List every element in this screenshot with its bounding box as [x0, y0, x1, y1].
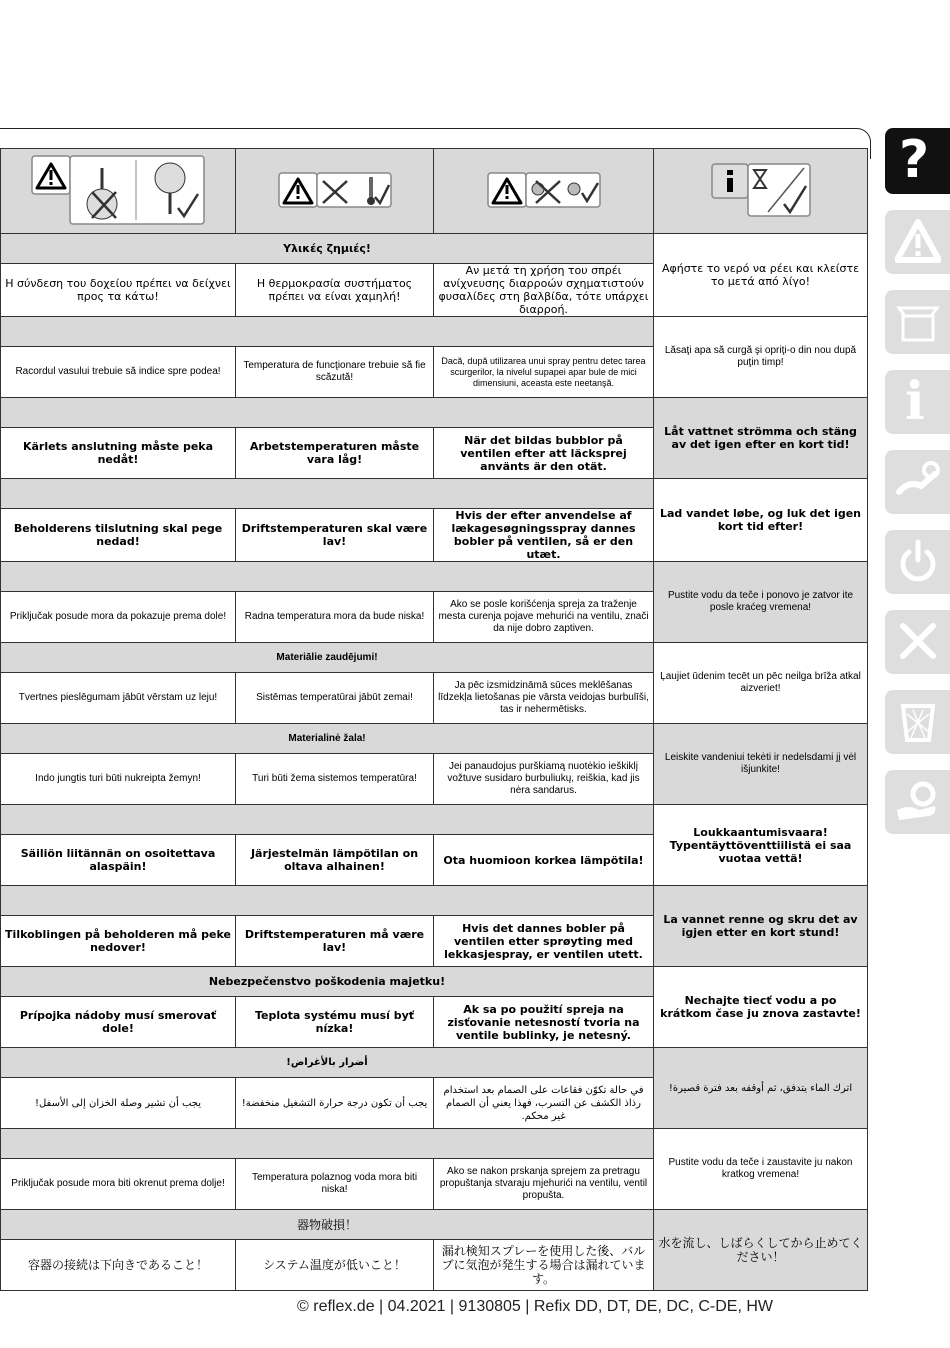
package-icon — [895, 298, 941, 344]
row-9-cell-0: Prípojka nádoby musí smerovať dole! — [1, 997, 236, 1048]
service-icon — [895, 778, 941, 824]
warning-icon — [895, 218, 941, 264]
row-11-cell-0: Priključak posude mora biti okrenut prema dolje! — [1, 1159, 236, 1210]
row-3-cell-1: Driftstemperaturen skal være lav! — [236, 509, 434, 562]
row-11-right: Pustite vodu da teče i zaustavite ju nakon kratkog vremena! — [654, 1129, 868, 1210]
row-5-title: Materiālie zaudējumi! — [1, 643, 654, 673]
info-drain-pictogram-icon — [710, 162, 812, 218]
row-0-cell-2: Αν μετά τη χρήση του σπρέι ανίχνευσης διαρροών σχηματιστούν φυσαλίδες στη βαλβίδα, τότε υπάρχει διαρροή. — [434, 264, 654, 317]
row-11-cell-1: Temperatura polaznog voda mora biti niska! — [236, 1159, 434, 1210]
row-2-cell-0: Kärlets anslutning måste peka nedåt! — [1, 428, 236, 479]
row-11-cell-2: Ako se nakon prskanja sprejem za pretragu propuštanja stvaraju mjehurići na ventilu, ventil propušta. — [434, 1159, 654, 1210]
disposal-icon — [895, 698, 941, 744]
help-icon: ? — [899, 130, 930, 190]
row-0-right: Αφήστε το νερό να ρέει και κλείστε το μετά από λίγο! — [654, 234, 868, 317]
row-4-cell-0: Priključak posude mora da pokazuje prema dole! — [1, 592, 236, 643]
warning-table — [0, 148, 868, 1291]
page-footer: © reflex.de | 04.2021 | 9130805 | Refix DD, DT, DE, DC, C-DE, HW — [297, 1298, 773, 1315]
tab-information[interactable] — [885, 370, 950, 434]
row-12-right: 水を流し、しばらくしてから止めてください！ — [654, 1210, 868, 1291]
tools-icon — [895, 618, 941, 664]
chapter-sidebar — [885, 128, 950, 850]
tab-installation[interactable] — [885, 450, 950, 514]
tab-help[interactable] — [885, 128, 950, 194]
row-7-right: Loukkaantumisvaara! Typentäyttöventtiilistä ei saa vuotaa vettä! — [654, 805, 868, 886]
row-1-cell-0: Racordul vasului trebuie să indice spre podea! — [1, 347, 236, 398]
pictogram-temperature — [236, 149, 434, 234]
row-0-cell-0: Η σύνδεση του δοχείου πρέπει να δείχνει προς τα κάτω! — [1, 264, 236, 317]
row-6-cell-2: Jei panaudojus purškiamą nuotėkio ieškiklį vožtuve susidaro burbuliukų, reiškia, kad jis nėra sandarus. — [434, 754, 654, 805]
row-12-cell-2: 漏れ検知スプレーを使用した後、バルブに気泡が発生する場合は漏れています。 — [434, 1240, 654, 1291]
row-0-title: Υλικές ζημιές! — [1, 234, 654, 264]
row-7-cell-0: Säiliön liitännän on osoitettava alaspäin! — [1, 835, 236, 886]
pictogram-row — [1, 149, 868, 234]
row-7-cell-2: Ota huomioon korkea lämpötila! — [434, 835, 654, 886]
row-8-cell-1: Driftstemperaturen må være lav! — [236, 916, 434, 967]
row-9-cell-1: Teplota systému musí byť nízka! — [236, 997, 434, 1048]
row-11-title — [1, 1129, 654, 1159]
row-8-title — [1, 886, 654, 916]
row-10-cell-1: يجب أن تكون درجة حرارة التشغيل منخفضة! — [236, 1078, 434, 1129]
installation-icon — [895, 458, 941, 504]
temperature-pictogram-icon — [277, 171, 393, 209]
row-12-cell-1: システム温度が低いこと！ — [236, 1240, 434, 1291]
row-12-title: 器物破損！ — [1, 1210, 654, 1240]
row-9-title: Nebezpečenstvo poškodenia majetku! — [1, 967, 654, 997]
row-6-title: Materialinė žala! — [1, 724, 654, 754]
tab-safety[interactable] — [885, 210, 950, 274]
pictogram-info-drain — [654, 149, 868, 234]
row-2-right: Låt vattnet strömma och stäng av det igen efter en kort tid! — [654, 398, 868, 479]
row-8-cell-0: Tilkoblingen på beholderen må peke nedover! — [1, 916, 236, 967]
row-1-right: Lăsaţi apa să curgă şi opriţi-o din nou după puţin timp! — [654, 317, 868, 398]
row-5-cell-0: Tvertnes pieslēgumam jābūt vērstam uz leju! — [1, 673, 236, 724]
row-7-title — [1, 805, 654, 835]
row-8-right: La vannet renne og skru det av igjen etter en kort stund! — [654, 886, 868, 967]
row-9-right: Nechajte tiecť vodu a po krátkom čase ju znova zastavte! — [654, 967, 868, 1048]
row-6-cell-1: Turi būti žema sistemos temperatūra! — [236, 754, 434, 805]
row-0-cell-1: Η θερμοκρασία συστήματος πρέπει να είναι χαμηλή! — [236, 264, 434, 317]
row-1-title — [1, 317, 654, 347]
row-2-cell-2: När det bildas bubblor på ventilen efter att läcksprej använts är den otät. — [434, 428, 654, 479]
row-8-cell-2: Hvis det dannes bobler på ventilen etter sprøyting med lekkasjespray, er ventilen utett. — [434, 916, 654, 967]
info-icon: i — [905, 371, 925, 432]
row-3-right: Lad vandet løbe, og luk det igen kort tid efter! — [654, 479, 868, 562]
row-1-cell-1: Temperatura de funcţionare trebuie să fie scăzută! — [236, 347, 434, 398]
row-5-cell-1: Sistēmas temperatūrai jābūt zemai! — [236, 673, 434, 724]
tab-maintenance[interactable] — [885, 610, 950, 674]
tab-operation[interactable] — [885, 530, 950, 594]
row-2-cell-1: Arbetstemperaturen måste vara låg! — [236, 428, 434, 479]
row-9-cell-2: Ak sa po použití spreja na zisťovanie netesností tvoria na ventile bublinky, je netesný. — [434, 997, 654, 1048]
leak-spray-pictogram-icon — [486, 171, 602, 209]
row-6-cell-0: Indo jungtis turi būti nukreipta žemyn! — [1, 754, 236, 805]
row-4-cell-2: Ako se posle korišćenja spreja za traženje mesta curenja pojave mehurići na ventilu, znači da nije dobro zaptiven. — [434, 592, 654, 643]
pictogram-container-connection — [1, 149, 236, 234]
row-3-cell-2: Hvis der efter anvendelse af lækagesøgningsspray dannes bobler på ventilen, så er den utæt. — [434, 509, 654, 562]
container-connection-pictogram-icon — [30, 154, 206, 226]
row-10-cell-2: في حالة تكوّن فقاعات على الصمام بعد استخدام رذاذ الكشف عن التسرب، فهذا يعني أن الصمام غير محكم. — [434, 1078, 654, 1129]
row-4-cell-1: Radna temperatura mora da bude niska! — [236, 592, 434, 643]
tab-disposal[interactable] — [885, 690, 950, 754]
row-1-cell-2: Dacă, după utilizarea unui spray pentru detec tarea scurgerilor, la nivelul supapei apar bule de mici dimensiuni, aceasta este neetanşă. — [434, 347, 654, 398]
row-2-title — [1, 398, 654, 428]
row-5-cell-2: Ja pēc izsmidzināmā sūces meklēšanas līdzekļa lietošanas pie vārsta veidojas burbulīši, tas ir nehermētisks. — [434, 673, 654, 724]
power-icon — [895, 538, 941, 584]
row-10-right: اترك الماء يتدفق، ثم أوقفه بعد فترة قصيرة! — [654, 1048, 868, 1129]
tab-service[interactable] — [885, 770, 950, 834]
row-3-title — [1, 479, 654, 509]
row-7-cell-1: Järjestelmän lämpötilan on oltava alhainen! — [236, 835, 434, 886]
tab-delivery[interactable] — [885, 290, 950, 354]
row-3-cell-0: Beholderens tilslutning skal pege nedad! — [1, 509, 236, 562]
pictogram-leak-spray — [434, 149, 654, 234]
row-4-title — [1, 562, 654, 592]
row-6-right: Leiskite vandeniui tekėti ir nedelsdami jį vėl išjunkite! — [654, 724, 868, 805]
row-4-right: Pustite vodu da teče i ponovo je zatvor ite posle kraćeg vremena! — [654, 562, 868, 643]
row-12-cell-0: 容器の接続は下向きであること！ — [1, 1240, 236, 1291]
row-10-cell-0: يجب أن تشير وصلة الخزان إلى الأسفل! — [1, 1078, 236, 1129]
row-10-title: أضرار بالأغراض! — [1, 1048, 654, 1078]
row-5-right: Ļaujiet ūdenim tecēt un pēc neilga brīža atkal aizveriet! — [654, 643, 868, 724]
